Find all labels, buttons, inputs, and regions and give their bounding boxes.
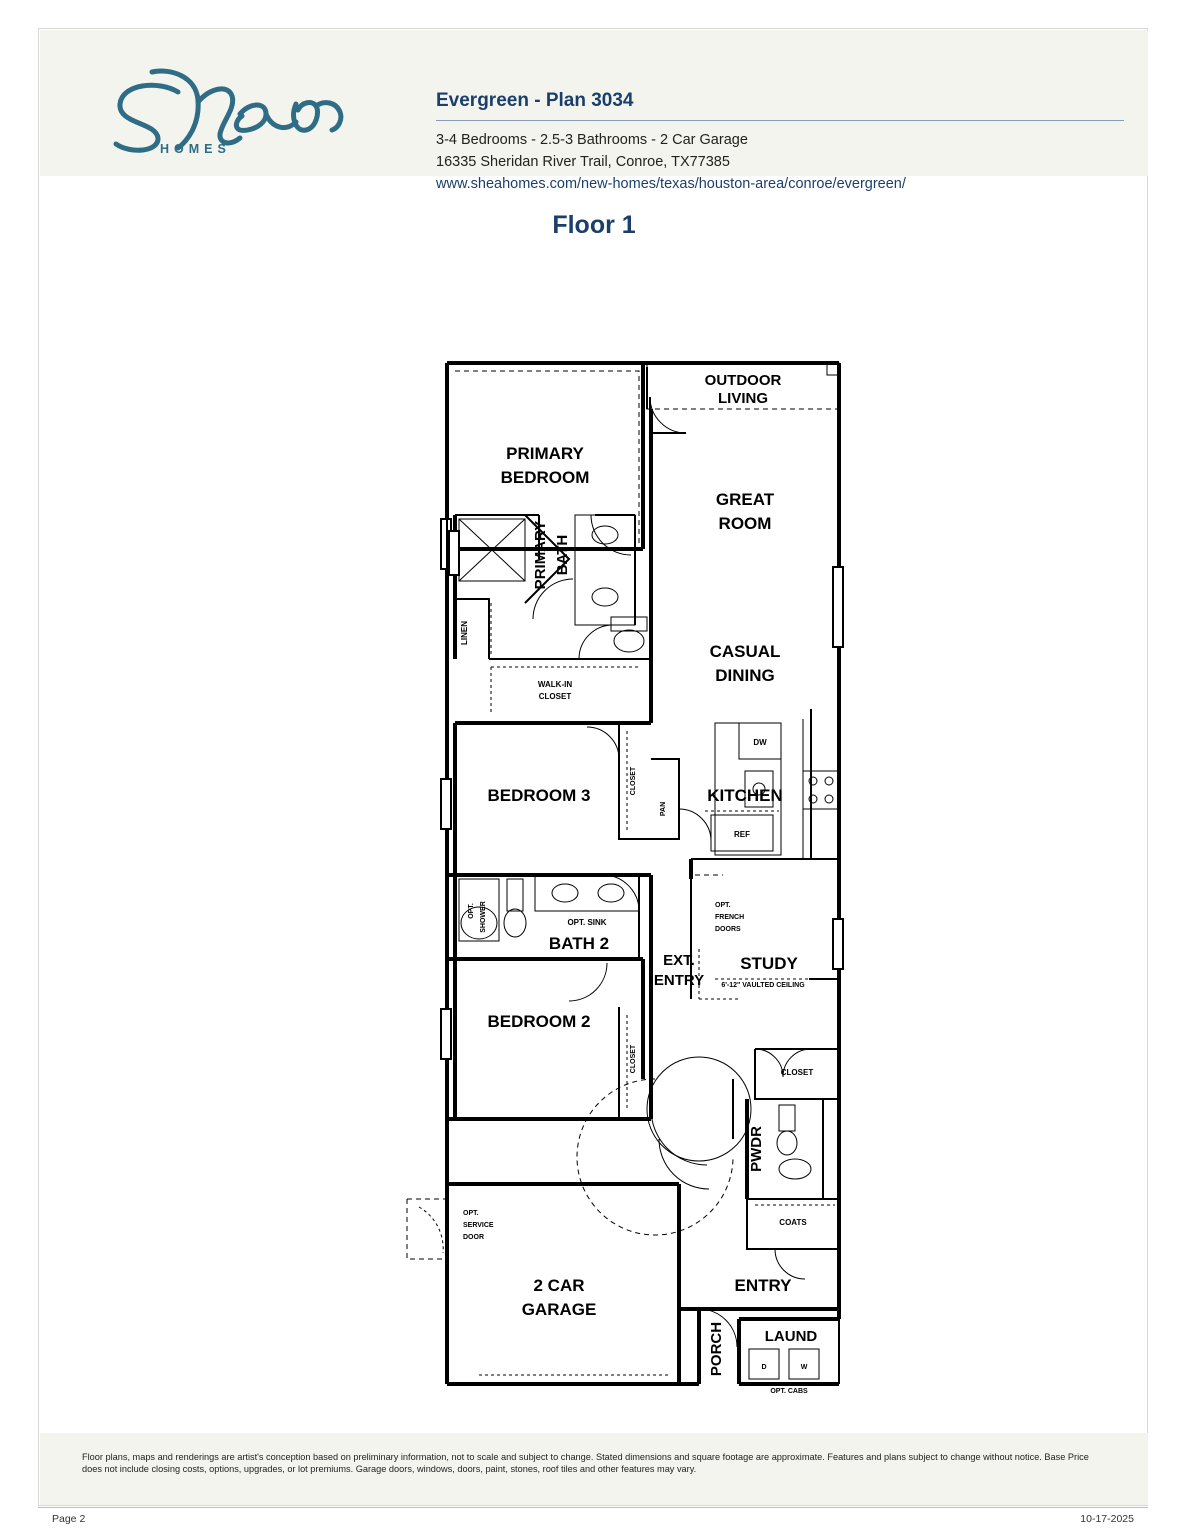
label-opt-cabs: OPT. CABS xyxy=(770,1388,808,1395)
page-number: Page 2 xyxy=(52,1513,86,1525)
room-label-kitchen: KITCHEN xyxy=(707,786,783,805)
room-label-casual-dining-2: DINING xyxy=(715,666,775,685)
revision-date: 10-17-2025 xyxy=(1080,1513,1134,1525)
room-label-outdoor-living-2: LIVING xyxy=(717,390,769,407)
room-label-garage-2: GARAGE xyxy=(521,1300,597,1319)
disclaimer-block xyxy=(40,1433,1148,1505)
room-label-garage-1: 2 CAR xyxy=(533,1276,585,1295)
label-dw: DW xyxy=(753,738,767,747)
room-label-primary-bedroom-1: PRIMARY xyxy=(506,444,584,463)
room-label-primary-bath-1: PRIMARY xyxy=(532,520,549,590)
label-opt-service-1: OPT. xyxy=(463,1210,479,1217)
label-closet-bed2: CLOSET xyxy=(630,1044,637,1074)
disclaimer-text: Floor plans, maps and renderings are artist's conception based on preliminary information, not to scale and subject to change. Stated dimensions and square footage are approximate. Features and plans subject to change without notice. Base Price does not include closing costs, options, upgrades, or lot premiums. Garage doors, windows, doors, paint, stones, roof tiles and other features may vary. xyxy=(82,1452,1089,1474)
label-pantry: PAN xyxy=(660,801,667,817)
label-linen: LINEN xyxy=(460,621,469,645)
label-opt-service-3: DOOR xyxy=(463,1234,484,1241)
label-walkin-1: WALK-IN xyxy=(537,680,573,689)
label-vaulted-ceiling: 6'-12" VAULTED CEILING xyxy=(721,982,805,989)
plan-sheet xyxy=(38,28,1148,1506)
room-label-ext-entry-2: ENTRY xyxy=(653,972,705,989)
plan-title: Evergreen - Plan 3034 xyxy=(436,90,634,111)
room-label-primary-bedroom-2: BEDROOM xyxy=(500,468,590,487)
room-label-casual-dining-1: CASUAL xyxy=(709,642,781,661)
room-label-ext-entry-1: EXT. xyxy=(663,952,695,969)
label-opt-shower-1: OPT. xyxy=(468,903,475,919)
label-dryer: D xyxy=(761,1364,767,1371)
room-label-porch: PORCH xyxy=(708,1321,725,1377)
room-label-bath-2: BATH 2 xyxy=(548,934,610,953)
plan-address: 16335 Sheridan River Trail, Conroe, TX77385 xyxy=(436,154,730,170)
plan-website-link[interactable]: www.sheahomes.com/new-homes/texas/houston-area/conroe/evergreen/ xyxy=(436,176,906,192)
label-opt-french-2: FRENCH xyxy=(715,914,745,921)
document-header xyxy=(40,30,1148,192)
label-walkin-2: CLOSET xyxy=(538,692,572,701)
label-opt-french-1: OPT. xyxy=(715,902,731,909)
label-opt-service-2: SERVICE xyxy=(463,1222,494,1229)
room-label-primary-bath-2: BATH xyxy=(554,534,571,576)
label-opt-shower-2: SHOWER xyxy=(480,901,487,933)
room-label-great-room-1: GREAT xyxy=(715,490,775,509)
room-label-pwdr: PWDR xyxy=(748,1126,765,1172)
page-footer xyxy=(38,1507,1148,1532)
label-closet-bed3: CLOSET xyxy=(630,766,637,796)
floor-heading: Floor 1 xyxy=(552,211,636,239)
floor-plan-drawing xyxy=(39,319,1149,1399)
logo-subtext: HOMES xyxy=(160,142,231,156)
label-coats: COATS xyxy=(779,1218,807,1227)
room-label-bedroom-3: BEDROOM 3 xyxy=(487,786,591,805)
room-label-laundry: LAUND xyxy=(764,1328,818,1345)
room-label-bedroom-2: BEDROOM 2 xyxy=(487,1012,591,1031)
plan-specs: 3-4 Bedrooms - 2.5-3 Bathrooms - 2 Car Garage xyxy=(436,132,748,148)
room-label-study: STUDY xyxy=(740,954,798,973)
header-divider xyxy=(436,120,1124,121)
room-label-great-room-2: ROOM xyxy=(718,514,772,533)
label-washer: W xyxy=(800,1364,808,1371)
label-ref: REF xyxy=(734,830,750,839)
room-label-entry: ENTRY xyxy=(734,1276,792,1295)
room-label-outdoor-living-1: OUTDOOR xyxy=(704,372,782,389)
label-opt-sink: OPT. SINK xyxy=(567,918,607,927)
label-opt-french-3: DOORS xyxy=(715,926,741,933)
label-closet-hall: CLOSET xyxy=(780,1068,814,1077)
